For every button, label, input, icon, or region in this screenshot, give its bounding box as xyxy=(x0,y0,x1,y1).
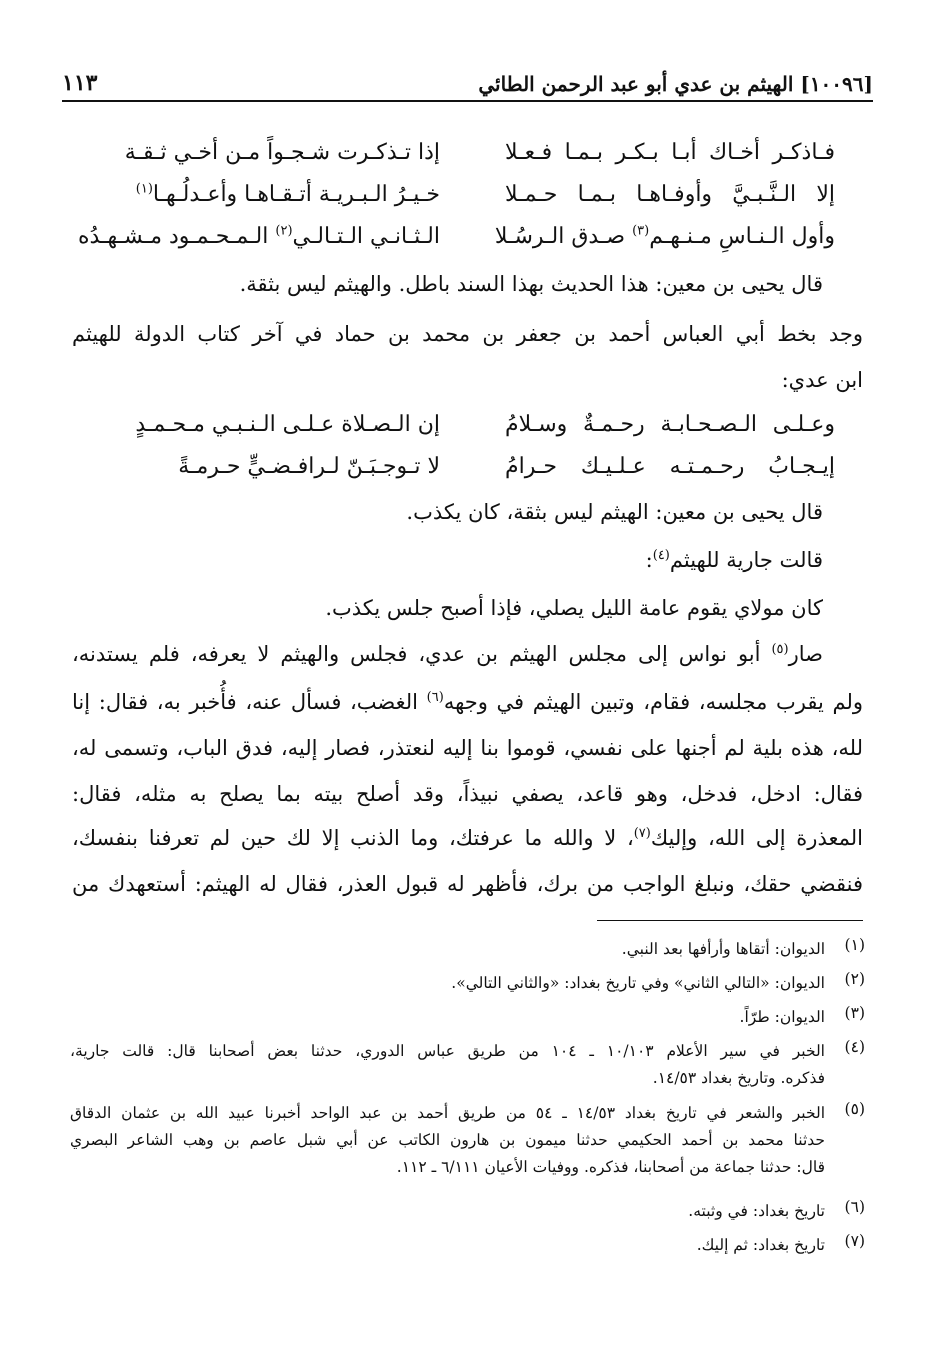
footnote-text: تاريخ بغداد: ثم إليك. xyxy=(696,1236,825,1254)
verse-first-hemistich: خـيـرُ الـبـريـة أتـقـاهـا وأعـدلُـهـا$^{(١)}$ xyxy=(135,181,440,207)
footnote xyxy=(70,936,865,963)
footnote-text: الديوان: «التالي الثاني» وفي تاريخ بغداد: «والثاني التالي». xyxy=(451,974,825,992)
paragraph: ابن عدي: xyxy=(781,368,863,392)
verse-line xyxy=(110,412,835,437)
footnote xyxy=(70,1198,865,1225)
footnote-text: الديوان: طرّاً. xyxy=(739,1008,825,1026)
verse-first-hemistich: لا تـوجـبَـنّ لـرافـضـيٍّ حـرمـةً xyxy=(178,454,440,479)
header-rule xyxy=(62,100,873,102)
paragraph-line: ولم يقرب مجلسه، فقام، وتبين الهيثم في وجهه$^{(٦)}$ الغضب، فسأل عنه، فأُخبر به، فقال: إنا xyxy=(72,690,863,714)
paragraph: كان مولاي يقوم عامة الليل يصلي، فإذا أصبح جلس يكذب. xyxy=(325,596,823,620)
footnote-ref: (٣) xyxy=(632,223,650,239)
footnote-text: الخبر في سير الأعلام ١٠/١٠٣ ـ ١٠٤ من طريق عباس الدوري، حدثنا بعض أصحابنا قال: قالت جارية، xyxy=(70,1042,825,1060)
page-number: ١١٣ xyxy=(62,70,98,96)
verse-line xyxy=(78,223,835,249)
verse-line xyxy=(110,182,835,207)
paragraph: قالت جارية للهيثم$^{(٤)}$: xyxy=(645,548,823,572)
footnote-ref: (١) xyxy=(135,181,153,197)
footnote xyxy=(70,970,865,997)
footnote-ref: (٧) xyxy=(633,826,651,841)
footnote xyxy=(70,1100,865,1181)
footnote-ref: (٤) xyxy=(652,548,670,563)
footnote-text: تاريخ بغداد: في وثبته. xyxy=(688,1202,825,1220)
footnote-ref: (٥) xyxy=(771,642,789,657)
paragraph: قال يحيى بن معين: هذا الحديث بهذا السند باطل. والهيثم ليس بثقة. xyxy=(239,272,823,296)
footnote-number: (٢) xyxy=(844,970,865,988)
paragraph-line: فنقضي حقك، ونبلغ الواجب من برك، فأظهر له قبول العذر، فقال له الهيثم: أستعهدك من xyxy=(72,872,863,896)
verse-line xyxy=(110,140,835,165)
paragraph-line: صار$^{(٥)}$ أبو نواس إلى مجلس الهيثم بن عدي، فجلس والهيثم لا يعرفه، فلم يستدنه، xyxy=(72,642,823,666)
footnote-number: (١) xyxy=(844,936,865,954)
verse-line xyxy=(110,454,835,479)
paragraph-line: المعذرة إلى الله، وإليك$^{(٧)}$، لا والله ما عرفتك، وما الذنب إلا لك حين لم تعرفنا بنفسك، xyxy=(72,826,863,850)
footnote-number: (٥) xyxy=(844,1100,865,1118)
paragraph: وجد بخط أبي العباس أحمد بن جعفر بن محمد بن حماد في آخر كتاب الدولة للهيثم xyxy=(72,322,863,346)
footnote-ref: (٢) xyxy=(275,223,293,239)
footnote-text: قال: حدثنا جماعة من أصحابنا، فذكره. ووفيات الأعيان ٦/١١١ ـ ١١٢. xyxy=(396,1158,825,1176)
footnote-number: (٤) xyxy=(844,1038,865,1056)
verse-second-hemistich: وعـلـى الـصـحـابـة رحـمـةٌ وسـلامُ xyxy=(505,412,835,437)
footnote-text: الخبر والشعر في تاريخ بغداد ١٤/٥٣ ـ ٥٤ من طريق أحمد بن عبد الواحد أخبرنا عبيد الله بن عثمان الدقاق xyxy=(70,1104,825,1122)
footnote-number: (٧) xyxy=(844,1232,865,1250)
verse-second-hemistich: إلا الـنَّـبـيَّ وأوفـاهـا بـمـا حـمـلا xyxy=(505,182,835,207)
footnote xyxy=(70,1232,865,1259)
verse-second-hemistich: إيـجـابُ رحـمـتـه عـلـيـك حـرامُ xyxy=(505,454,835,479)
footnote-rule xyxy=(597,920,863,921)
paragraph-line: فقال: ادخل، فدخل، وهو قاعد، يصفي نبيذاً، وقد أصلح بيته بما يصلح به مثله، فقال: xyxy=(72,782,863,806)
footnote-ref: (٦) xyxy=(426,690,444,705)
paragraph-line: لله، هذه بلية لم أجنها على نفسي، قوموا بنا إليه لنعتذر، فصار إليه، فدق الباب، وتسمى له، xyxy=(72,736,863,760)
footnote-number: (٣) xyxy=(844,1004,865,1022)
footnote xyxy=(70,1038,865,1092)
verse-second-hemistich: فـاذكـر أخـاك أبـا بـكـر بـمـا فـعـلا xyxy=(505,140,835,165)
verse-second-hemistich: وأول الـنـاسِ مـنـهـم$^{(٣)}$ صـدق الـرسُـلا xyxy=(494,223,835,249)
footnote-text: حدثنا محمد بن أحمد الحكيمي حدثنا ميمون بن هارون الكاتب عن أبي شبل عاصم بن وهب الشاعر البصري xyxy=(70,1131,825,1149)
footnote-number: (٦) xyxy=(844,1198,865,1216)
verse-first-hemistich: إن الـصـلاة عـلـى الـنـبـي مـحـمـدٍ xyxy=(135,412,440,437)
footnote-text: فذكره. وتاريخ بغداد ١٤/٥٣. xyxy=(652,1069,825,1087)
verse-first-hemistich: إذا تـذكـرت شـجـواً مـن أخـي ثـقـة xyxy=(124,140,440,165)
paragraph: قال يحيى بن معين: الهيثم ليس بثقة، كان يكذب. xyxy=(406,500,823,524)
running-title: [١٠٠٩٦] الهيثم بن عدي أبو عبد الرحمن الطائي xyxy=(478,72,873,96)
verse-first-hemistich: الـثـانـي الـتـالـي$^{(٢)}$ الـمـحـمـود مـشـهـدُه xyxy=(78,223,440,249)
footnote xyxy=(70,1004,865,1031)
page-header xyxy=(62,62,873,96)
footnote-text: الديوان: أتقاها وأرأفها بعد النبي. xyxy=(621,940,825,958)
